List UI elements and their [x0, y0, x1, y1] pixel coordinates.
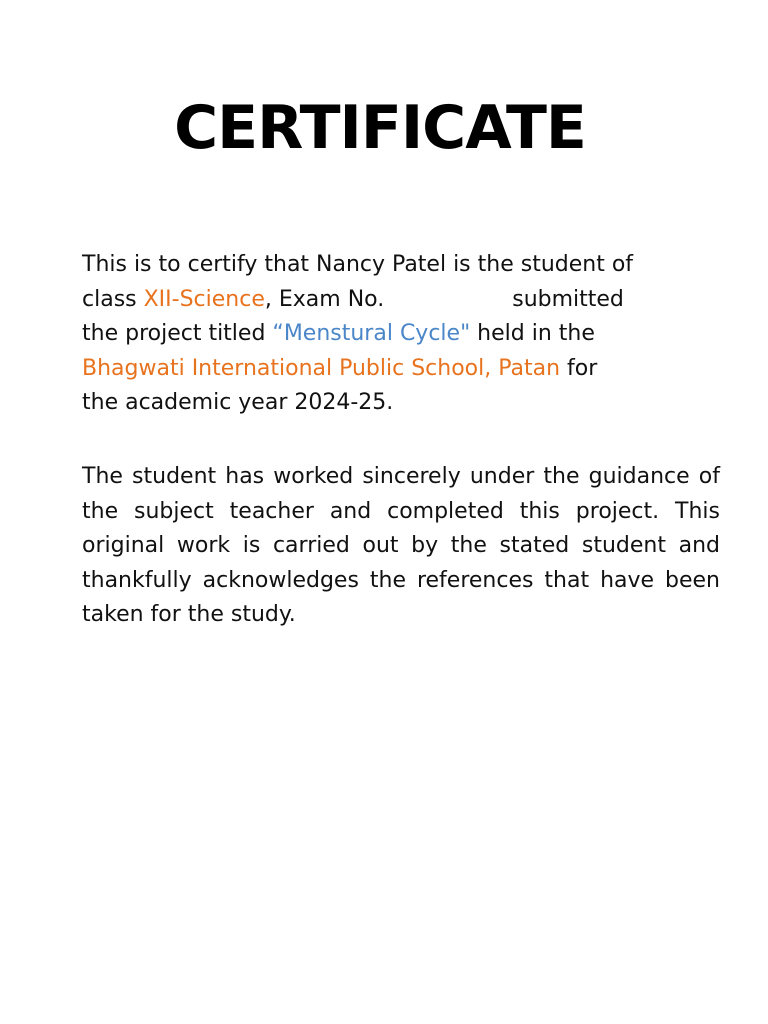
acknowledgement-paragraph: The student has worked sincerely under the guidance of the subject teacher and completed this project. This original work is carried out by the stated student and thankfully acknowledges the references that have been taken for the study. — [82, 464, 720, 627]
para1-line-3 — [82, 317, 662, 352]
para1-line-4 — [82, 352, 662, 387]
para1-line-1 — [82, 248, 662, 283]
para1-line-2 — [82, 283, 662, 318]
para1-text-2b: , Exam No. — [264, 286, 385, 312]
para1-text-4b: for — [560, 355, 598, 381]
certificate-title: CERTIFICATE — [174, 93, 586, 163]
project-title: “Menstural Cycle" — [272, 321, 471, 346]
para1-line-5 — [82, 386, 662, 421]
para1-text-2c: submitted — [512, 286, 624, 312]
para1-text-5: the academic year 2024-25. — [82, 390, 394, 415]
para1-text-3b: held in the — [470, 321, 595, 346]
para1-text-3a: the project titled — [82, 321, 273, 346]
para1-text-2a: class — [82, 286, 144, 312]
para1-text-1: This is to certify that Nancy Patel is the student of — [82, 252, 634, 277]
certification-paragraph — [82, 248, 662, 421]
class-name: XII-Science — [143, 286, 265, 312]
school-name: Bhagwati International Public School, Patan — [82, 355, 561, 381]
